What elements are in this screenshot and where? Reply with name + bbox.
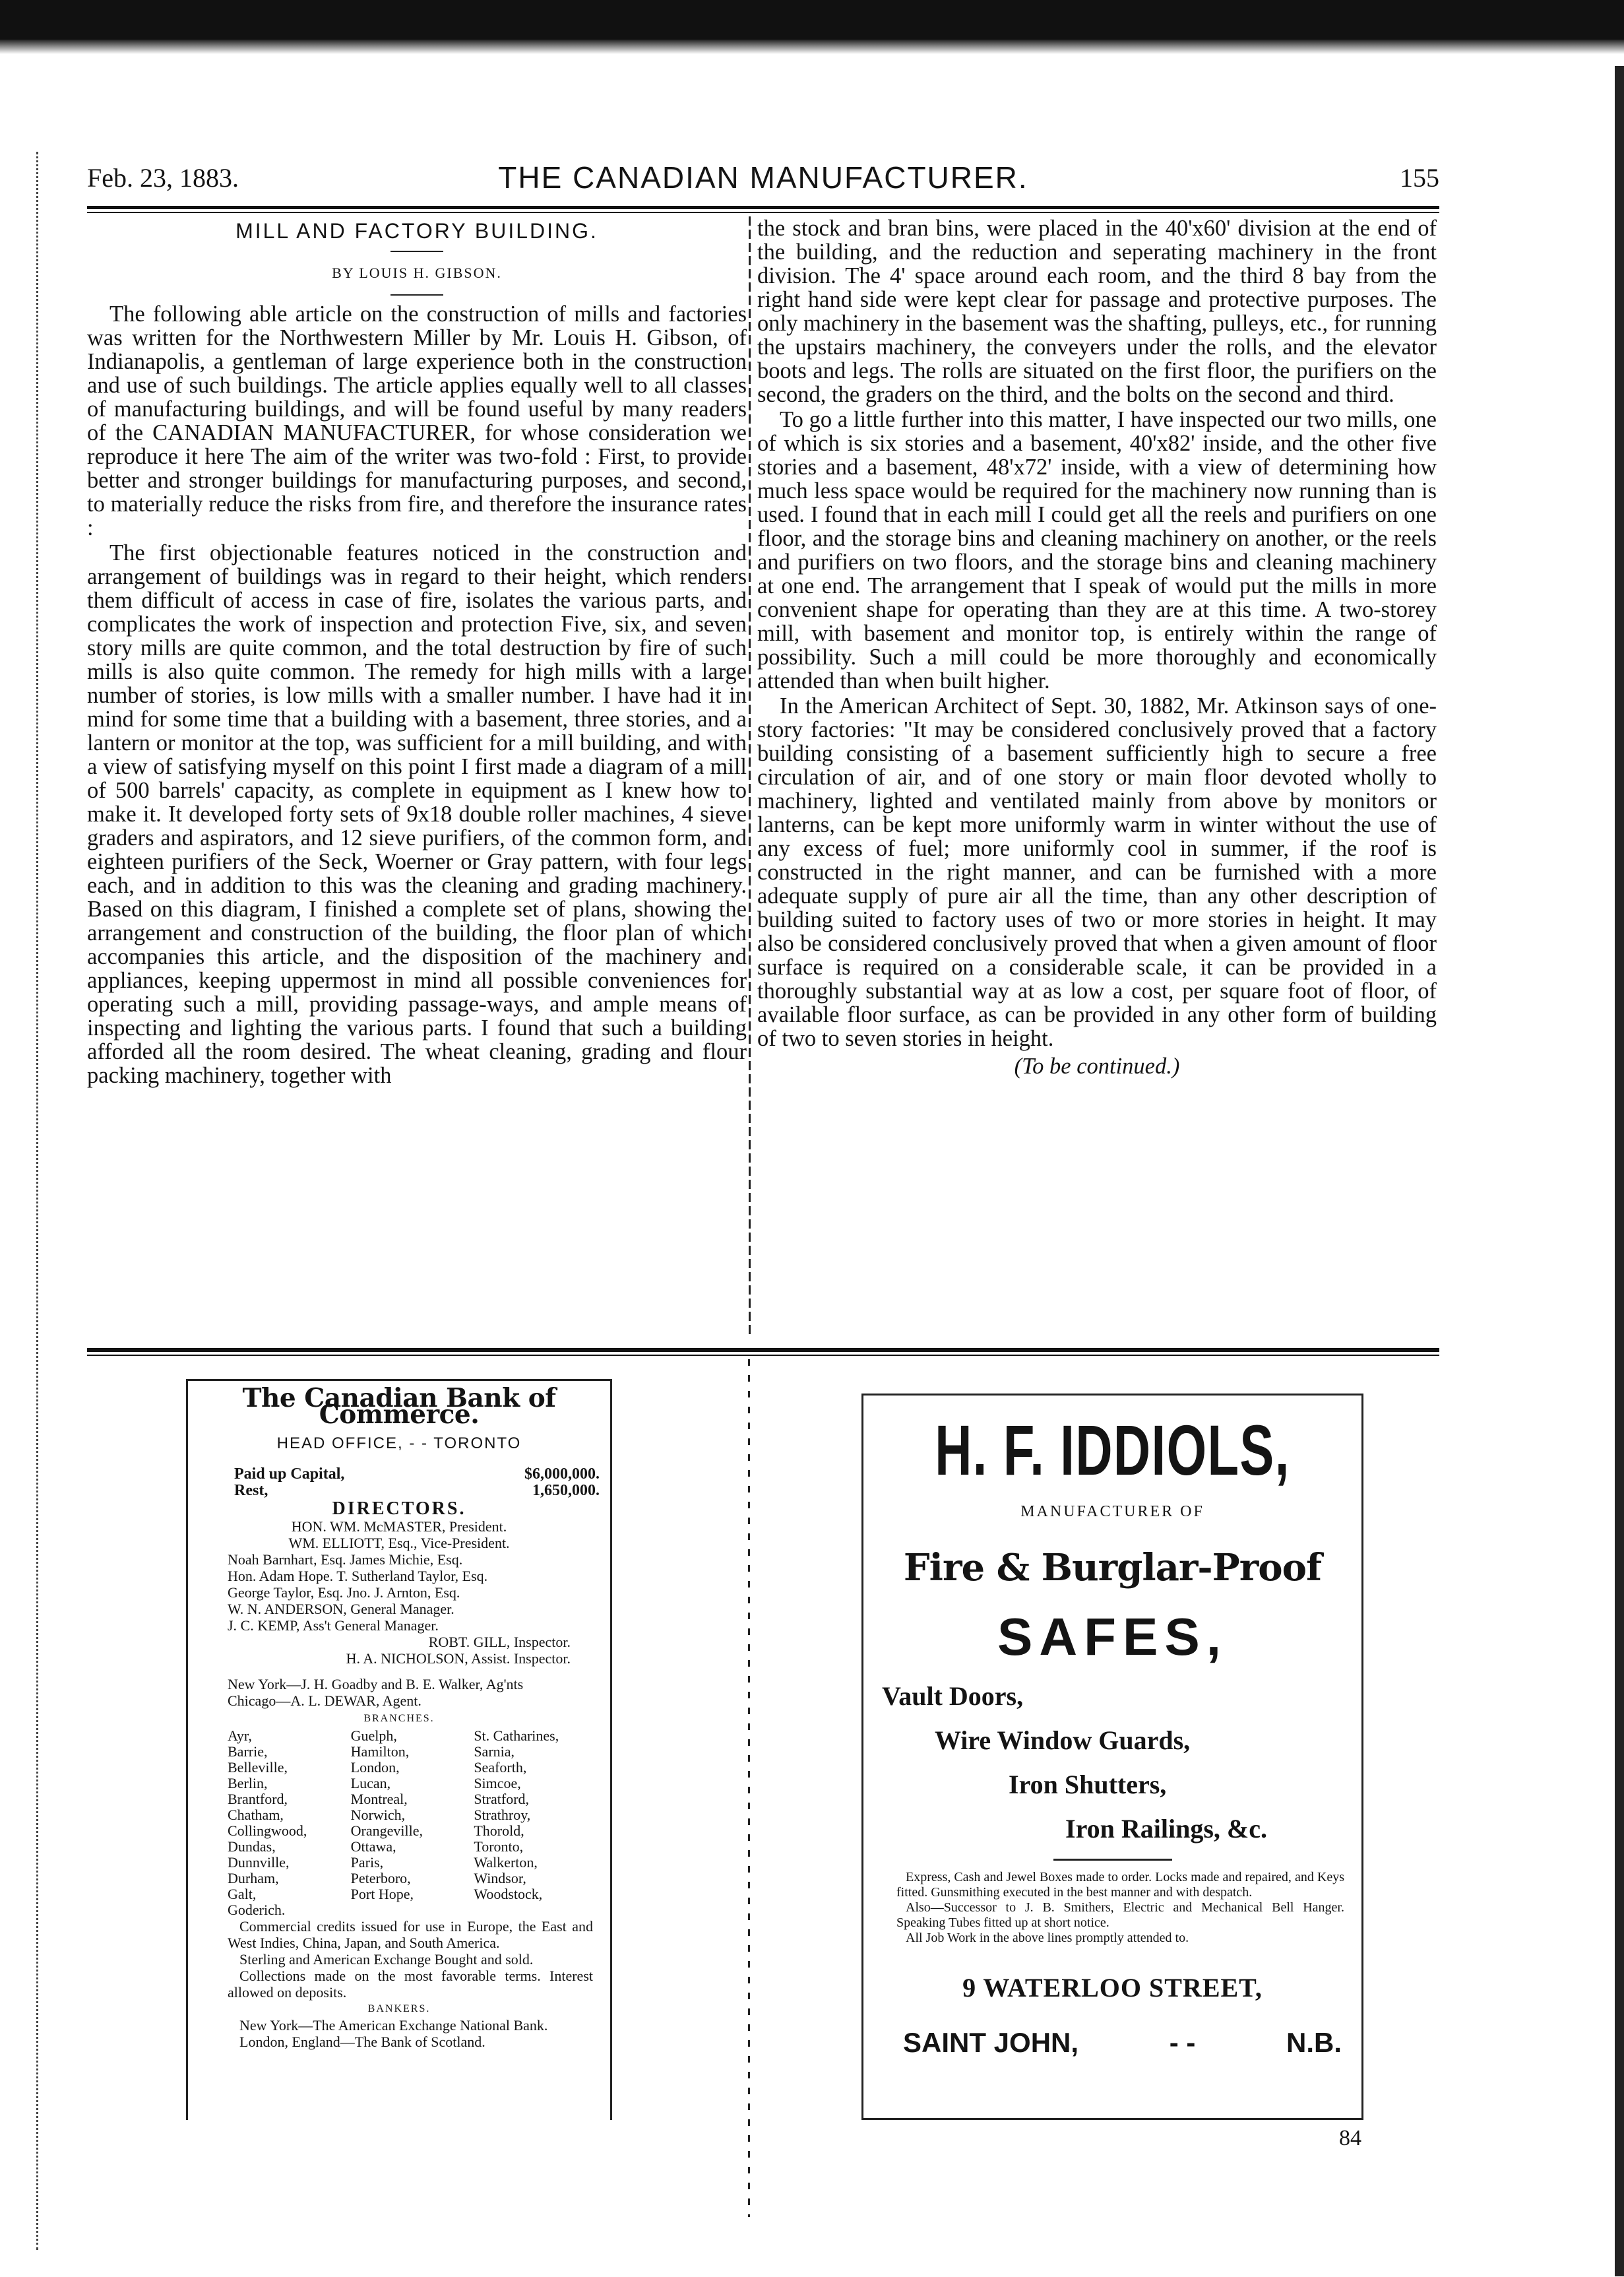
branch-row (228, 1760, 597, 1776)
scan-left-marks (36, 152, 45, 2250)
branch-row (228, 1871, 597, 1886)
branch-cell: Stratford, (474, 1791, 530, 1807)
branch-row (228, 1902, 597, 1918)
safes-address: 9 WATERLOO STREET, (962, 1973, 1263, 2003)
scan-top-band (0, 0, 1624, 40)
agent-line: Chicago—A. L. DEWAR, Agent. (228, 1692, 422, 1709)
director-line: WM. ELLIOTT, Esq., Vice-President. (288, 1535, 510, 1551)
safes-province: N.B. (1286, 2027, 1342, 2058)
page-header (87, 150, 1439, 203)
capital-label: Paid up Capital, (234, 1465, 345, 1483)
branch-cell: Paris, (350, 1854, 384, 1871)
branch-cell: Belleville, (228, 1759, 288, 1776)
ads-divider (748, 1359, 750, 2217)
branch-row (228, 1728, 597, 1744)
director-line: Hon. Adam Hope. T. Sutherland Taylor, Esq. (228, 1568, 488, 1584)
branch-cell: Orangeville, (350, 1822, 423, 1839)
article-paragraph: the stock and bran bins, were placed in the 40'x60' division at the end of the building, and the reduction and seperating machinery in the front division. The 4' space around each room, and the third 8 bay from the right hand side were kept clear for passage and protective purposes. The only machinery in the basement was the shafting, pulleys, etc., for running the upstairs machinery, the conveyers under the rolls, and the elevator boots and legs. The rolls are situated on the first floor, the purifiers on the second, the graders on the third, and the bolts on the second and third. (757, 216, 1437, 407)
branch-cell: Port Hope, (350, 1886, 414, 1902)
branch-cell: London, (350, 1759, 400, 1776)
capital-row (188, 1466, 610, 1483)
publication-title: THE CANADIAN MANUFACTURER. (498, 160, 1028, 195)
branch-cell: Ayr, (228, 1727, 252, 1744)
director-line: ROBT. GILL, Inspector. (428, 1634, 571, 1650)
branch-cell: St. Catharines, (474, 1727, 559, 1744)
column-divider (749, 216, 751, 1338)
director-line: W. N. ANDERSON, General Manager. (228, 1601, 454, 1617)
article-left-column (87, 216, 747, 1087)
head-office-city: TORONTO (433, 1434, 522, 1452)
branch-row (228, 1823, 597, 1839)
title-rule (390, 251, 443, 252)
branch-cell: Dunnville, (228, 1854, 290, 1871)
bank-title: The Canadian Bank of Commerce. (242, 1383, 556, 1430)
director-line: George Taylor, Esq. Jno. J. Arnton, Esq. (228, 1584, 460, 1601)
safes-item: Vault Doors, (882, 1681, 1024, 1711)
branch-row (228, 1791, 597, 1807)
article-paragraph: The following able article on the construction of mills and factories was written for the Northwestern Miller by Mr. Louis H. Gibson, of Indianapolis, a gentleman of large experience both in the construction and use of such buildings. The article applies equally well to all classes of manufacturing buildings, and will be found useful by many readers of the CANADIAN MANUFACTURER, for whose consideration we reproduce it here The aim of the writer was two-fold : First, to provide better and stronger buildings for manufacturing purposes, and second, to materially reduce the risks from fire, and therefore the insurance rates : (87, 302, 747, 540)
rest-label: Rest, (234, 1482, 268, 1499)
branch-cell: Lucan, (350, 1775, 391, 1791)
footer-number: 84 (1339, 2126, 1361, 2150)
branch-cell: Windsor, (474, 1870, 526, 1886)
branch-cell: Thorold, (474, 1822, 524, 1839)
safes-city-line (863, 2027, 1361, 2059)
branch-cell: Seaforth, (474, 1759, 527, 1776)
branch-cell: Norwich, (350, 1807, 406, 1823)
branch-cell: Galt, (228, 1886, 257, 1902)
capital-value: $6,000,000. (524, 1465, 600, 1483)
branch-cell: Montreal, (350, 1791, 408, 1807)
branch-row (228, 1776, 597, 1791)
branch-row (228, 1855, 597, 1871)
branch-row (228, 1839, 597, 1855)
branch-cell: Collingwood, (228, 1822, 307, 1839)
banker-line: New York—The American Exchange National Bank. (239, 2017, 548, 2034)
director-line: J. C. KEMP, Ass't General Manager. (228, 1617, 439, 1634)
page-number: 155 (1400, 163, 1439, 193)
scan-right-edge (1615, 66, 1624, 2276)
branches-heading: BRANCHES. (363, 1713, 435, 1724)
safes-rule (1053, 1859, 1172, 1861)
safes-line2: SAFES, (997, 1607, 1228, 1666)
branch-cell: Peterboro, (350, 1870, 411, 1886)
article-paragraph: The first objectionable features noticed in the construction and arrangement of buildings was in regard to their height, which renders them difficult of access in case of fire, isolates the various parts, and complicates the work of inspection and protection Five, six, and seven story mills are quite common, and the total destruction by fire of such mills is also quite common. The remedy for high mills with a large number of stories, is low mills with a smaller number. I have had it in mind for some time that a building with a basement, three stories, and a lantern or monitor at the top, was sufficient for a mill building, and with a view of satisfying myself on this point I first made a diagram of a mill of 500 barrels' capacity, as complete in equipment as I knew how to make it. It developed forty sets of 9x18 double roller machines, 4 sieve graders and aspirators, and 12 sieve purifiers, of the common form, and eighteen purifiers of the Seck, Woerner or Gray pattern, with four legs each, and in addition to this was the cleaning and grading machinery. Based on this diagram, I finished a complete set of plans, showing the arrangement and construction of the building, the floor plan of which accompanies this article, and the disposition of the machinery and appliances, keeping uppermost in mind all possible conveniences for operating such a mill, providing passage-ways, and ample means of inspecting and lighting the various parts. I found that such a building afforded all the room desired. The wheat cleaning, grading and flour packing machinery, together with (87, 540, 747, 1088)
branch-cell: Chatham, (228, 1807, 284, 1823)
section-rule-thin (87, 1355, 1439, 1356)
safes-subtitle: MANUFACTURER OF (1020, 1503, 1204, 1520)
bank-note: Sterling and American Exchange Bought and sold. (239, 1951, 534, 1968)
safes-city-sep: - - (1169, 2027, 1196, 2058)
issue-date: Feb. 23, 1883. (87, 163, 239, 193)
section-rule (87, 1348, 1439, 1352)
article-byline: BY LOUIS H. GIBSON. (332, 265, 502, 281)
director-line: Noah Barnhart, Esq. James Michie, Esq. (228, 1551, 463, 1568)
safes-item: Iron Shutters, (1009, 1770, 1167, 1799)
bank-advertisement (186, 1379, 612, 2120)
continued-note: (To be continued.) (1014, 1054, 1180, 1079)
banker-line: London, England—The Bank of Scotland. (239, 2034, 485, 2050)
article-paragraph: In the American Architect of Sept. 30, 1882, Mr. Atkinson says of one-story factories: "It may be considered conclusively proved that a factory building consisting of a basement sufficiently high to secure a free circulation of air, and of one story or main floor devoted wholly to machinery, lighted and ventilated mainly from above by monitors or lanterns, can be kept more uniformly warm in winter without the use of any excess of fuel; more uniformly cool in summer, if the roof is constructed in the right manner, and can be furnished with a more adequate supply of pure air all the time, than any other description of building suited to factory uses of two or more stories in height. It may also be considered conclusively proved that when a given amount of floor surface is required on a considerable scale, it can be provided in a thoroughly substantial way at as low a cost, per square foot of floor, of available floor surface, as can be provided in any other form of building of two to seven stories in height. (757, 693, 1437, 1051)
directors-heading: DIRECTORS. (332, 1498, 466, 1519)
branch-cell (351, 1902, 474, 1918)
safes-maker-name: H. F. IDDIOLS, (935, 1410, 1290, 1490)
safes-note: Also—Successor to J. B. Smithers, Electric and Mechanical Bell Hanger. Speaking Tubes fitted up at short notice. (896, 1900, 1344, 1930)
bankers-heading: BANKERS. (367, 2003, 431, 2014)
article-title: MILL AND FACTORY BUILDING. (235, 219, 598, 243)
safes-line1: Fire & Burglar-Proof (903, 1546, 1322, 1589)
safes-city: SAINT JOHN, (903, 2027, 1079, 2058)
article-right-column (757, 216, 1437, 1078)
branch-cell: Sarnia, (474, 1743, 515, 1760)
branch-cell: Strathroy, (474, 1807, 531, 1823)
branches-table (228, 1728, 597, 1918)
header-rule-thin (87, 212, 1439, 213)
branch-cell: Berlin, (228, 1775, 268, 1791)
branch-cell: Woodstock, (474, 1886, 543, 1902)
branch-cell: Toronto, (474, 1838, 524, 1855)
branch-row (228, 1886, 597, 1902)
agent-line: New York—J. H. Goadby and B. E. Walker, Ag'nts (228, 1676, 524, 1692)
byline-rule (390, 294, 443, 296)
header-rule (87, 206, 1439, 209)
safes-item: Wire Window Guards, (935, 1725, 1191, 1755)
article-paragraph: To go a little further into this matter, I have inspected our two mills, one of which is six stories and a basement, 40'x82' inside, and the other five stories and a basement, 48'x72' inside, with a view of determining how much less space would be required for the machinery now running than is used. I found that in each mill I could get all the reels and purifiers on one floor, and the storage bins and cleaning machinery on another, or the reels and purifiers on two floors, and the storage bins and cleaning machinery at one end. The arrangement that I speak of would put the mills in more convenient shape for operating than they are at this time. A two-storey mill, with basement and monitor top, is entirely within the range of possibility. Such a mill could be more thoroughly and economically attended than when built higher. (757, 407, 1437, 693)
branch-cell: Dundas, (228, 1838, 276, 1855)
rest-value: 1,650,000. (532, 1482, 600, 1499)
branch-cell: Durham, (228, 1870, 279, 1886)
branch-cell: Guelph, (350, 1727, 397, 1744)
head-office-label: HEAD OFFICE, (276, 1434, 404, 1452)
branch-cell: Ottawa, (350, 1838, 396, 1855)
branch-cell: Walkerton, (474, 1854, 538, 1871)
branch-cell (474, 1902, 597, 1918)
director-line: HON. WM. McMASTER, President. (291, 1518, 507, 1535)
head-office-sep: - - (409, 1434, 428, 1452)
branch-cell: Barrie, (228, 1743, 268, 1760)
branch-cell: Brantford, (228, 1791, 288, 1807)
bank-note: Commercial credits issued for use in Europe, the East and West Indies, China, Japan, and South America. (228, 1918, 593, 1951)
safes-note: All Job Work in the above lines promptly attended to. (906, 1931, 1189, 1945)
branch-row (228, 1807, 597, 1823)
bank-note: Collections made on the most favorable terms. Interest allowed on deposits. (228, 1968, 593, 2001)
director-line: H. A. NICHOLSON, Assist. Inspector. (346, 1650, 571, 1667)
safes-advertisement (861, 1394, 1363, 2120)
safes-item: Iron Railings, &c. (1065, 1814, 1267, 1844)
branch-row (228, 1744, 597, 1760)
branch-cell: Goderich. (228, 1902, 286, 1918)
branch-cell: Simcoe, (474, 1775, 521, 1791)
bank-head-office (188, 1435, 610, 1452)
rest-row (188, 1483, 610, 1499)
bank-agents (188, 1676, 610, 1709)
branch-cell: Hamilton, (350, 1743, 410, 1760)
safes-note: Express, Cash and Jewel Boxes made to order. Locks made and repaired, and Keys fitted. Gunsmithing executed in the best manner and with despatch. (896, 1870, 1344, 1900)
